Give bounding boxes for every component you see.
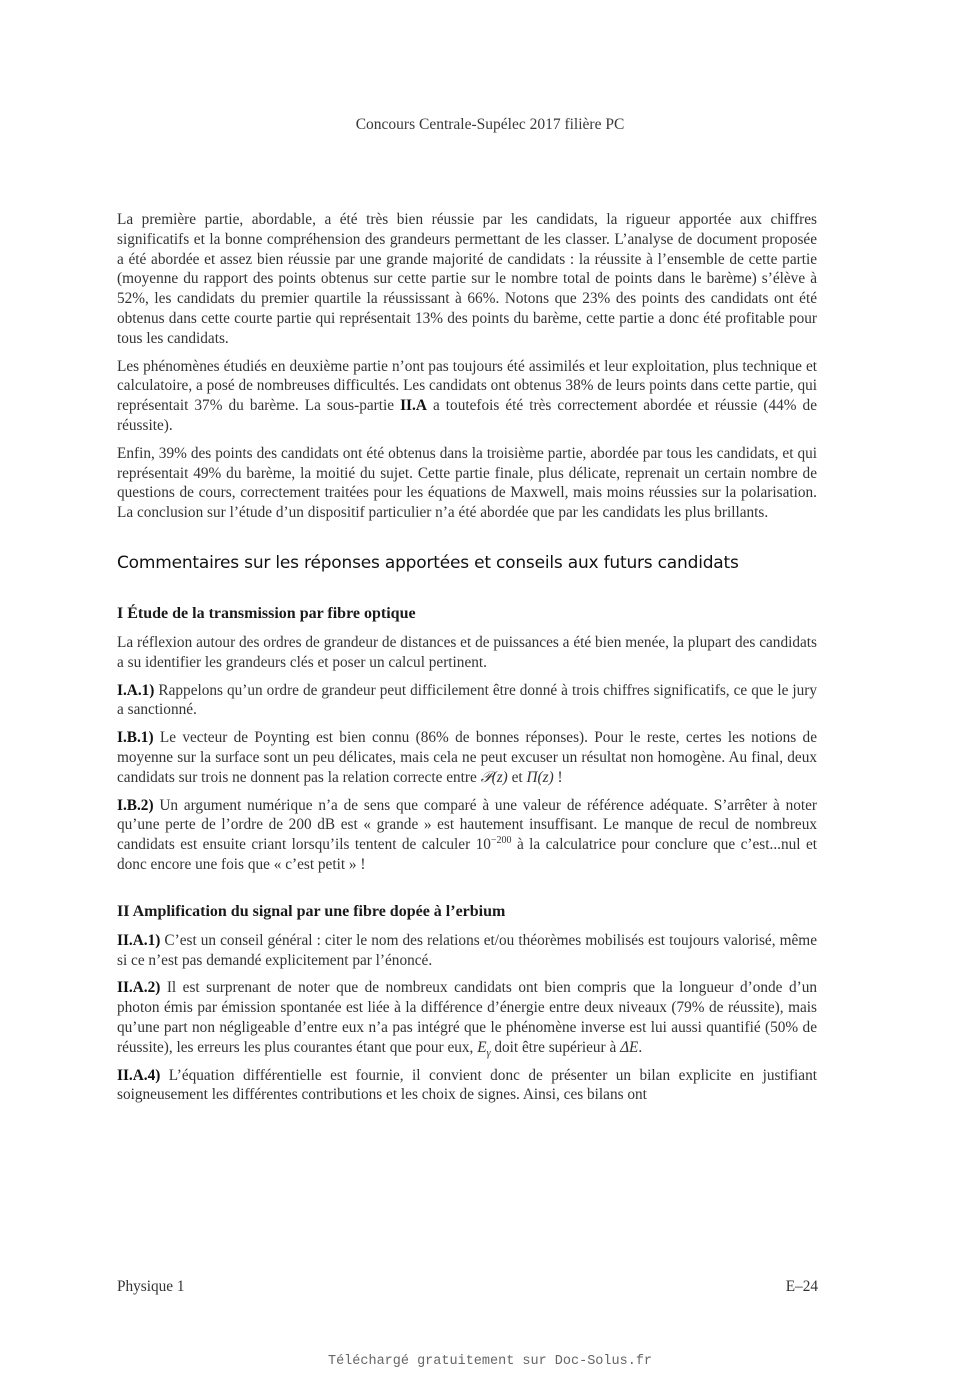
math-e-gamma [477, 1038, 491, 1059]
page-content [117, 210, 817, 1113]
question-text: C’est un conseil général : citer le nom des relations et/ou théorèmes mobilisés est toujours valorisé, même si ce n’est pas demandé explicitement par l’énoncé. [117, 931, 817, 969]
question-label: I.A.1) [117, 681, 155, 699]
text-span: . [638, 1038, 643, 1056]
text-span: a toutefois été très correctement abordée et réussie (44% de réussite). [117, 397, 818, 434]
part-1-title: I Étude de la transmission par fibre optique [117, 604, 416, 622]
exponent: −200 [490, 835, 512, 847]
question-label: II.A.1) [117, 931, 161, 949]
question-label: I.B.2) [117, 796, 154, 814]
math-pi-of-z: Π(z) [526, 768, 554, 786]
question-ib2 [117, 796, 817, 875]
question-text: Il est surprenant de noter que de nombreux candidats ont bien compris que la longueur d’onde d’un photon émis par émission spontanée est liée à la différence d’énergie entre deux niveaux (79% de réussite), mais qu’une part non négligeable d’entre eux n’a pas intégré que le phénomène inverse est lui aussi quantifié (50% de réussite), les erreurs les plus courantes étant que pour eux, [117, 979, 817, 1056]
question-text: L’équation différentielle est fournie, il convient donc de présenter un bilan explicite en justifiant soigneusement les différentes contributions et les choix de signes. Ainsi, ces bilans ont [117, 1066, 817, 1104]
question-label: I.B.1) [117, 729, 154, 747]
question-ib1 [117, 728, 817, 787]
footer-subject: Physique 1 [117, 1278, 185, 1295]
question-ia1 [117, 681, 817, 721]
intro-paragraph-3: Enfin, 39% des points des candidats ont été obtenus dans la troisième partie, abordée par tous les candidats, et qui représentait 49% du barème, la moitié du sujet. Cette partie finale, plus délicate, reprenait un certain nombre de questions de cours, correctement traitées pour les équations de Maxwell, mais moins réussies sur la polarisation. La conclusion sur l’étude d’un dispositif particulier n’a été abordée que par les candidats les plus brillants. [117, 444, 817, 522]
running-header: Concours Centrale-Supélec 2017 filière PC [355, 116, 625, 133]
text-span: à la calculatrice pour conclure que c’est...nul et donc encore une fois que « c’est petit » ! [117, 836, 817, 873]
part-2-title: II Amplification du signal par une fibre dopée à l’erbium [117, 902, 506, 920]
math-subscript: γ [486, 1047, 491, 1059]
text-span: et [507, 768, 527, 786]
math-p-of-z: 𝒫(z) [480, 768, 508, 786]
download-watermark: Téléchargé gratuitement sur Doc-Solus.fr [327, 1354, 653, 1369]
text-span: ! [553, 768, 563, 786]
question-iia4 [117, 1066, 817, 1106]
question-text: Le vecteur de Poynting est bien connu (86% de bonnes réponses). Pour le reste, certes les notions de moyenne sur la surface sont un peu délicates, mais cela ne peut excuser un résultat non homogène. Au final, deux candidats sur trois ne donnent pas la relation correcte entre [117, 729, 817, 786]
subpart-reference: II.A [400, 397, 427, 415]
question-text: Rappelons qu’un ordre de grandeur peut difficilement être donné à trois chiffres significatifs, ce que le jury a sanctionné. [117, 681, 817, 719]
question-label: II.A.4) [117, 1066, 161, 1084]
intro-paragraph-1: La première partie, abordable, a été très bien réussie par les candidats, la rigueur apportée aux chiffres significatifs et la bonne compréhension des grandeurs permettant de les classer. L’analyse de document proposée a été abordée et assez bien réussie par une grande majorité de candidats : la réussite à l’ensemble de cette partie (moyenne du rapport des points obtenus sur cette partie sur le nombre total de points dans le barème) s’élève à 52%, les candidats du premier quartile la réussissant à 66%. Notons que 23% des points des candidats ont été obtenus dans cette courte partie qui représentait 13% des points du barème, cette partie a donc été profitable pour tous les candidats. [117, 211, 817, 347]
question-iia2 [117, 978, 817, 1057]
math-delta-e: ΔE [620, 1038, 639, 1056]
question-label: II.A.2) [117, 979, 161, 997]
math-base: E [477, 1038, 487, 1056]
text-span: doit être supérieur à [490, 1038, 621, 1056]
footer-page-number: E–24 [785, 1278, 818, 1295]
text-span: Les phénomènes étudiés en deuxième partie n’ont pas toujours été assimilés et leur exploitation, plus technique et calculatoire, a posé de nombreuses difficultés. Les candidats ont obtenus 38% de leurs points dans cette partie, qui représentait 37% du barème. La sous-partie [117, 357, 817, 415]
question-iia1 [117, 931, 817, 971]
section-title: Commentaires sur les réponses apportées et conseils aux futurs candidats [117, 552, 739, 573]
question-text: Un argument numérique n’a de sens que comparé à une valeur de référence adéquate. S’arrêter à noter qu’une perte de l’ordre de 200 dB est « grande » est hautement insuffisant. Le manque de recul de nombreux candidats est ensuite criant lorsqu’ils tentent de calculer 10 [117, 796, 817, 854]
part-1-intro: La réflexion autour des ordres de grandeur de distances et de puissances a été bien menée, la plupart des candidats a su identifier les grandeurs clés et poser un calcul pertinent. [117, 633, 817, 671]
intro-paragraph-2 [117, 357, 817, 436]
